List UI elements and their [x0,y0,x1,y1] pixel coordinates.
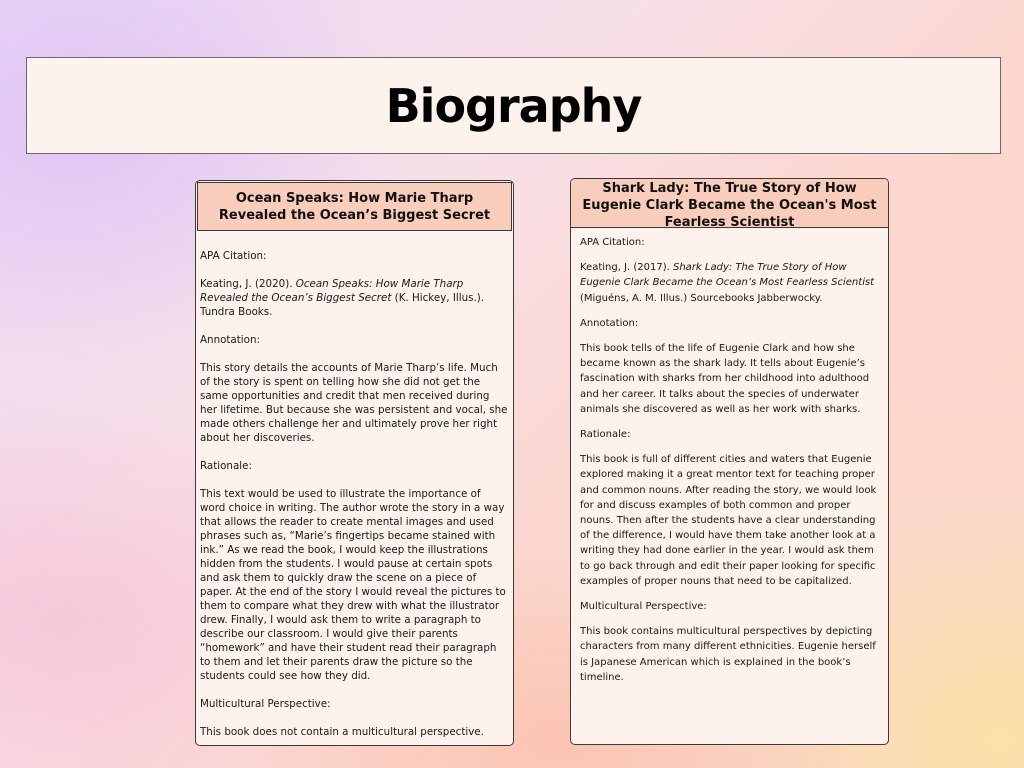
citation-prefix: Keating, J. (2020). [200,278,296,290]
citation-text [200,277,509,319]
book-details [196,231,513,739]
rationale-label: Rationale: [200,460,252,472]
citation-book-title: Ocean Speaks: How Marie Tharp Revealed the Ocean’s Biggest Secret [200,278,464,304]
citation-suffix: (Miguéns, A. M. Illus.) Sourcebooks Jabberwocky. [580,292,823,304]
rationale-label: Rationale: [580,429,631,441]
multicultural-text: This book contains multicultural perspectives by depicting characters from many different ethnicities. Eugenie herself is Japanese American which is explained in the book’s timeline. [580,626,876,683]
citation-label: APA Citation: [200,250,267,262]
page-title: Biography [385,78,642,133]
book-details [571,228,888,685]
book-card-ocean-speaks [195,180,514,746]
annotation-text: This story details the accounts of Marie Tharp’s life. Much of the story is spent on telling how she did not get the same opportunities and credit that men received during her lifetime. But because she was persistent and vocal, she made others challenge her and ultimately prove her right about her discoveries. [200,362,508,444]
citation-book-title: Shark Lady: The True Story of How Eugenie Clark Became the Ocean’s Most Fearless Scientist [580,262,875,289]
book-title: Ocean Speaks: How Marie Tharp Revealed the Ocean’s Biggest Secret [197,182,512,231]
annotation-label: Annotation: [580,317,639,329]
book-card-shark-lady [570,178,889,745]
annotation-label: Annotation: [200,334,260,346]
multicultural-text: This book does not contain a multicultural perspective. [200,726,484,738]
rationale-text: This book is full of different cities and waters that Eugenie explored making it a great mentor text for teaching proper and common nouns. After reading the story, we would look for and discuss examples of both common and proper nouns. Then after the students have a clear understanding of the difference, I would have them take another look at a writing they had done earlier in the year. I would ask them to go back through and edit their paper looking for specific examples of proper nouns that need to be capitalized. [580,454,877,587]
citation-suffix: (K. Hickey, Illus.). Tundra Books. [200,292,485,318]
citation-label: APA Citation: [580,237,645,248]
multicultural-label: Multicultural Perspective: [580,601,707,613]
multicultural-label: Multicultural Perspective: [200,698,331,710]
citation-prefix: Keating, J. (2017). [580,262,673,274]
annotation-text: This book tells of the life of Eugenie Clark and how she became known as the shark lady. It tells about Eugenie’s fascination with sharks from her childhood into adulthood and her career. It talks about the species of underwater animals she discovered as well as her work with sharks. [580,343,870,415]
book-title: Shark Lady: The True Story of How Eugenie Clark Became the Ocean's Most Fearless Scientist [571,179,888,228]
page-title-box [26,57,1001,154]
citation-text [580,260,879,306]
rationale-text: This text would be used to illustrate the importance of word choice in writing. The author wrote the story in a way that allows the reader to create mental images and used phrases such as, “Marie’s fingertips became stained with ink.” As we read the book, I would keep the illustrations hidden from the students. I would pause at certain spots and ask them to quickly draw the scene on a piece of paper. At the end of the story I would reveal the pictures to them to compare what they drew with what the illustrator drew. Finally, I would ask them to write a paragraph to describe our classroom. I would give their parents “homework” and have their student read their paragraph to them and let their parents draw the picture so the students could see how they did. [200,488,506,682]
